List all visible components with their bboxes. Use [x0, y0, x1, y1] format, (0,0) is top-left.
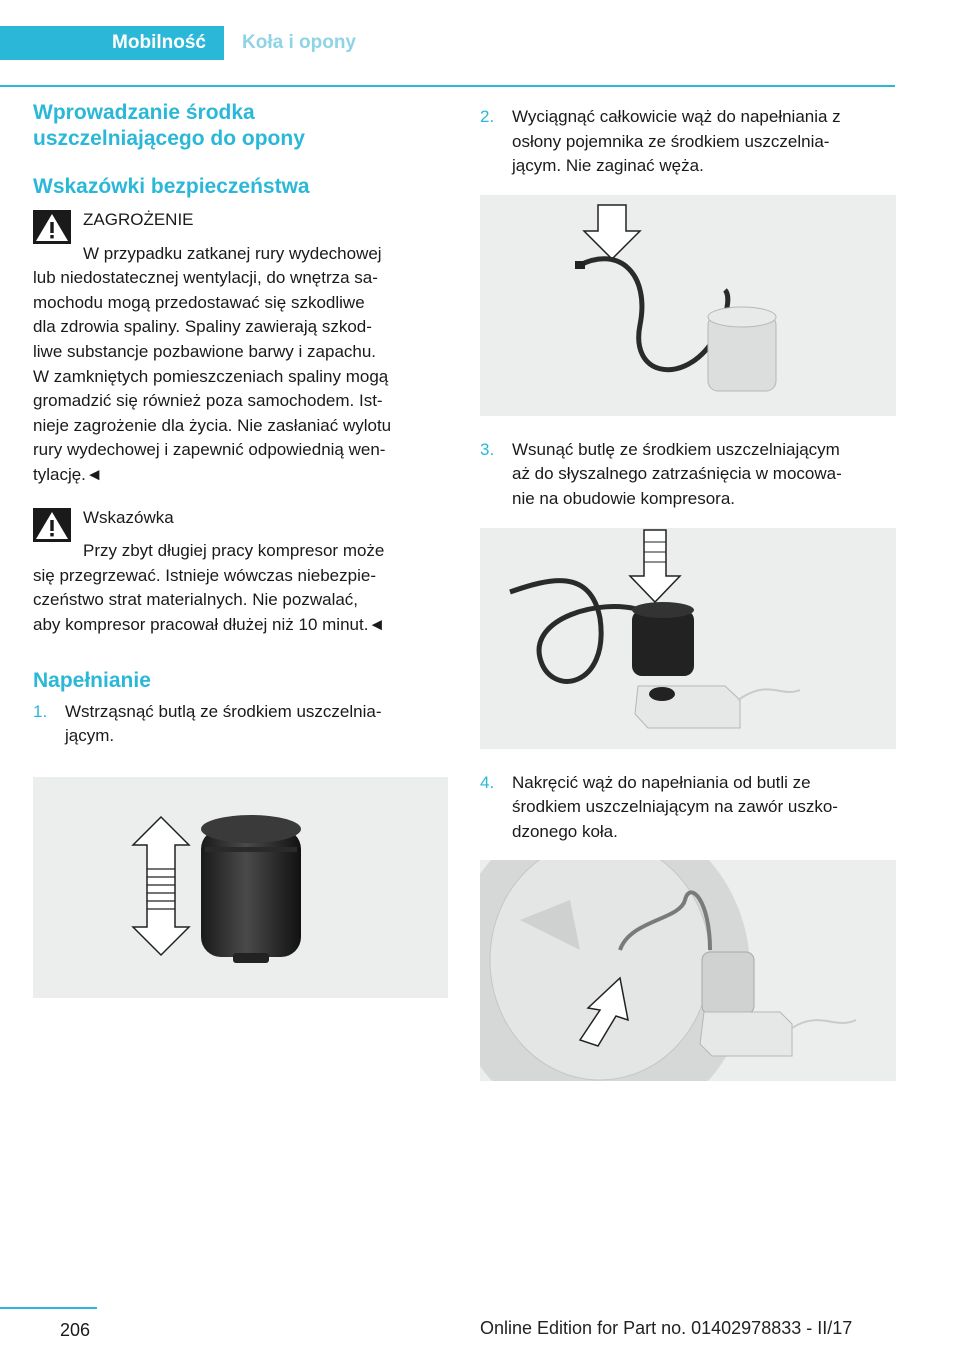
danger-line: mochodu mogą przedostawać się szkodliwe: [33, 292, 365, 312]
wheel-illustration: [480, 860, 896, 1081]
footer-divider: [0, 1307, 97, 1309]
danger-line: liwe substancje pozbawione barwy i zapachu.: [33, 341, 377, 361]
bottle-illustration: [33, 777, 448, 998]
figure-connect-valve: [480, 860, 896, 1081]
hose-illustration: [480, 195, 896, 416]
note-line: Przy zbyt długiej pracy kompresor może: [83, 541, 385, 561]
note-line: się przegrzewać. Istnieje wówczas niebezpie-: [33, 565, 376, 585]
section-title-line1: Wprowadzanie środka: [33, 101, 255, 124]
edition-note: Online Edition for Part no. 01402978833 - II/17: [480, 1318, 853, 1338]
step-3: [480, 438, 896, 512]
fill-heading: Napełnianie: [33, 668, 151, 692]
danger-line: tylację.◄: [33, 464, 103, 484]
note-line: aby kompresor pracował dłużej niż 10 minut.◄: [33, 614, 386, 634]
danger-line: nieje zagrożenie dla życia. Nie zasłaniać wylotu: [33, 415, 392, 435]
step-text: aż do słyszalnego zatrzaśnięcia w mocowa-: [512, 464, 842, 484]
danger-line: W zamkniętych pomieszczeniach spaliny mogą: [33, 366, 389, 386]
step-2: [480, 105, 896, 179]
page-header: [0, 26, 895, 60]
header-section[interactable]: Mobilność: [0, 26, 224, 60]
danger-line: W przypadku zatkanej rury wydechowej: [83, 243, 382, 263]
step-text: osłony pojemnika ze środkiem uszczelnia-: [512, 131, 830, 151]
step-number: 1.: [33, 701, 48, 721]
header-chapter[interactable]: Koła i opony: [224, 26, 895, 60]
warning-triangle-icon: [33, 508, 71, 542]
note-line: czeństwo strat materialnych. Nie pozwalać,: [33, 590, 359, 610]
warning-triangle-icon: [33, 210, 71, 244]
step-number: 3.: [480, 439, 495, 459]
left-column: [33, 100, 448, 998]
step-number: 4.: [480, 772, 495, 792]
header-divider: [0, 85, 895, 87]
step-text: Wstrząsnąć butlą ze środkiem uszczelnia-: [65, 701, 382, 721]
step-1: [33, 700, 448, 749]
note-block: [33, 506, 448, 638]
danger-line: dla zdrowia spaliny. Spaliny zawierają szkod-: [33, 317, 372, 337]
right-column: [480, 100, 896, 1081]
note-label: Wskazówka: [83, 507, 174, 527]
section-title: [33, 100, 448, 152]
danger-line: lub niedostatecznej wentylacji, do wnętrza sa-: [33, 268, 378, 288]
figure-pull-hose: [480, 195, 896, 416]
step-text: dzonego koła.: [512, 821, 618, 841]
step-4: [480, 771, 896, 845]
step-text: Wyciągnąć całkowicie wąż do napełniania z: [512, 107, 841, 126]
figure-insert-bottle: [480, 528, 896, 749]
compressor-illustration: [480, 528, 896, 749]
step-text: jącym. Nie zaginać węża.: [512, 156, 704, 176]
danger-line: rury wydechowej i zapewnić odpowiednią wen-: [33, 440, 386, 460]
safety-heading: Wskazówki bezpieczeństwa: [33, 175, 310, 198]
step-text: nie na obudowie kompresora.: [512, 488, 736, 508]
page-number: 206: [60, 1320, 91, 1340]
step-text: środkiem uszczelniającym na zawór uszko-: [512, 797, 838, 817]
danger-line: gromadzić się również poza samochodem. Ist-: [33, 391, 383, 411]
step-number: 2.: [480, 107, 495, 126]
step-text: Wsunąć butlę ze środkiem uszczelniającym: [512, 439, 840, 459]
figure-shake-bottle: [33, 777, 448, 998]
step-text: jącym.: [65, 726, 115, 746]
danger-label: ZAGROŻENIE: [83, 210, 194, 229]
step-text: Nakręcić wąż do napełniania od butli ze: [512, 772, 811, 792]
danger-block: [33, 208, 448, 488]
section-title-line2: uszczelniającego do opony: [33, 127, 305, 150]
